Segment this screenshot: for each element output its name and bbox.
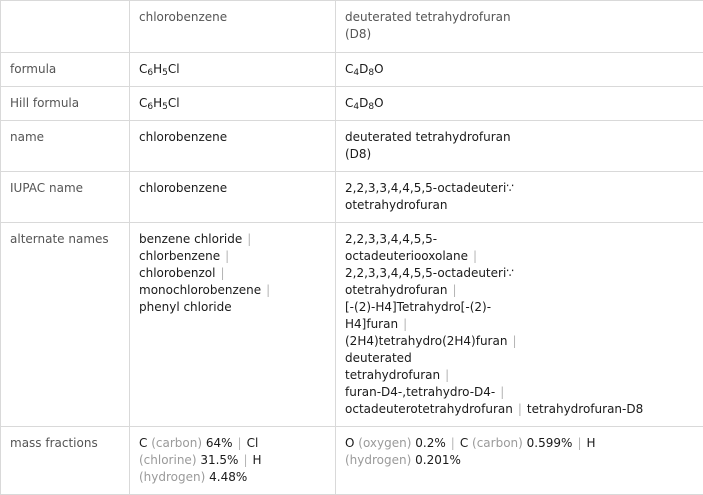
name-row — [1, 121, 703, 172]
element-name: (carbon) — [472, 436, 523, 450]
iupac-name-thf-d8: 2,2,3,3,4,4,5,5-octadeuteri∵ otetrahydrofuran — [336, 172, 703, 223]
element-symbol: H — [586, 436, 595, 450]
alt-name: otetrahydrofuran — [345, 283, 447, 297]
alternate-names-thf-d8 — [336, 223, 703, 427]
alt-name: tetrahydrofuran — [345, 368, 440, 382]
element-fraction: 4.48% — [209, 470, 247, 484]
column-header-chlorobenzene: chlorobenzene — [130, 1, 336, 53]
alt-name: chlorbenzene — [139, 249, 220, 263]
row-label-iupac-name: IUPAC name — [1, 172, 130, 223]
column-header-thf-d8 — [336, 1, 703, 53]
element-symbol: C — [139, 436, 147, 450]
alt-name: octadeuterotetrahydrofuran — [345, 402, 513, 416]
separator: | — [507, 334, 521, 348]
column-header-thf-d8-line1: deuterated tetrahydrofuran — [345, 10, 511, 24]
iupac-name-row — [1, 172, 703, 223]
alt-name: chlorobenzol — [139, 266, 215, 280]
alt-name: H4]furan — [345, 317, 398, 331]
alt-name: monochlorobenzene — [139, 283, 261, 297]
separator: | — [215, 266, 229, 280]
column-header-thf-d8-line2: (D8) — [345, 27, 371, 41]
formula-chlorobenzene: $C_6H_5Cl$ — [130, 53, 336, 87]
alt-name: [-(2)-H4]Tetrahydro[-(2)- — [345, 300, 491, 314]
element-symbol: O — [345, 436, 354, 450]
separator: | — [242, 232, 256, 246]
separator: | — [468, 249, 482, 263]
separator: | — [220, 249, 234, 263]
alternate-names-chlorobenzene — [130, 223, 336, 427]
alt-name: (2H4)tetrahydro(2H4)furan — [345, 334, 507, 348]
alt-name: furan-D4-,tetrahydro-D4- — [345, 385, 495, 399]
row-label-hill-formula: Hill formula — [1, 87, 130, 121]
element-symbol: H — [253, 453, 262, 467]
element-symbol: Cl — [247, 436, 259, 450]
hill-formula-thf-d8: $C_4D_8O$ — [336, 87, 703, 121]
formula-row — [1, 53, 703, 87]
formula-thf-d8: $C_4D_8O$ — [336, 53, 703, 87]
separator: | — [495, 385, 509, 399]
element-fraction: 0.599% — [527, 436, 573, 450]
alternate-names-row — [1, 223, 703, 427]
element-name: (oxygen) — [358, 436, 411, 450]
row-label-mass-fractions: mass fractions — [1, 427, 130, 495]
row-label-formula: formula — [1, 53, 130, 87]
element-fraction: 0.201% — [415, 453, 461, 467]
alt-name: deuterated — [345, 351, 412, 365]
separator: | — [440, 368, 454, 382]
element-fraction: 0.2% — [415, 436, 446, 450]
alt-name: benzene chloride — [139, 232, 242, 246]
element-name: (hydrogen) — [345, 453, 411, 467]
element-fraction: 31.5% — [200, 453, 238, 467]
hill-formula-chlorobenzene: $C_6H_5Cl$ — [130, 87, 336, 121]
alt-name: tetrahydrofuran-D8 — [527, 402, 643, 416]
row-label-name: name — [1, 121, 130, 172]
separator: | — [447, 283, 461, 297]
header-row — [1, 1, 703, 53]
alt-name: 2,2,3,3,4,4,5,5-octadeuteri∵ — [345, 266, 514, 280]
iupac-name-chlorobenzene: chlorobenzene — [130, 172, 336, 223]
element-name: (hydrogen) — [139, 470, 205, 484]
name-chlorobenzene: chlorobenzene — [130, 121, 336, 172]
corner-cell — [1, 1, 130, 53]
mass-fractions-thf-d8 — [336, 427, 703, 495]
separator: | — [261, 283, 275, 297]
hill-formula-row — [1, 87, 703, 121]
separator: | — [233, 436, 247, 450]
element-name: (chlorine) — [139, 453, 197, 467]
element-name: (carbon) — [151, 436, 202, 450]
row-label-alternate-names: alternate names — [1, 223, 130, 427]
separator: | — [446, 436, 460, 450]
alt-name: 2,2,3,3,4,4,5,5- — [345, 232, 437, 246]
element-fraction: 64% — [206, 436, 233, 450]
element-symbol: C — [460, 436, 468, 450]
mass-fractions-chlorobenzene — [130, 427, 336, 495]
alt-name: phenyl chloride — [139, 300, 232, 314]
name-thf-d8: deuterated tetrahydrofuran (D8) — [336, 121, 703, 172]
mass-fractions-row — [1, 427, 703, 495]
separator: | — [513, 402, 527, 416]
separator: | — [238, 453, 252, 467]
separator: | — [398, 317, 412, 331]
separator: | — [572, 436, 586, 450]
alt-name: octadeuteriooxolane — [345, 249, 468, 263]
